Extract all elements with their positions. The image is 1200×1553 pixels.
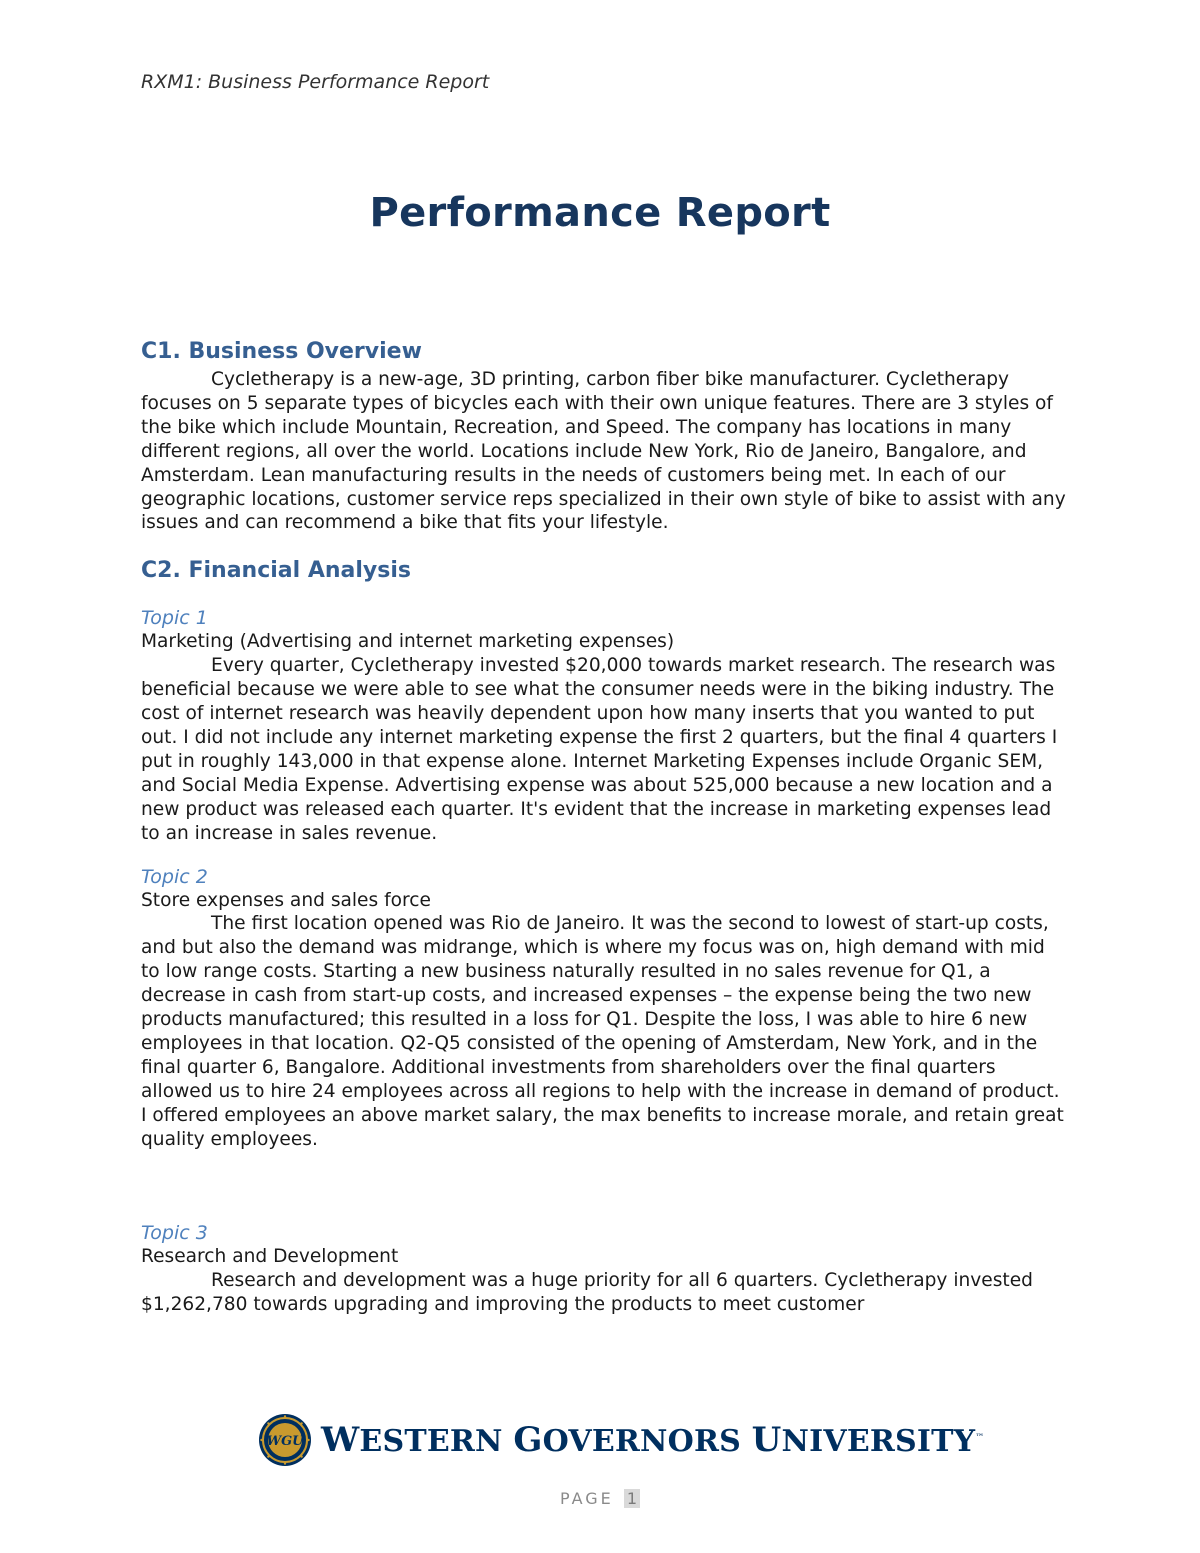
topic-1-label: Topic 1 [141,607,208,630]
topic-2-paragraph: The first location opened was Rio de Janeiro. It was the second to lowest of start-up costs, and but also the demand was midrange, which is where my focus was on, high demand with mid to low range costs. Starting a new business naturally resulted in no sales revenue for Q1, a decrease in cash from start-up costs, and increased expenses – the expense being the two new products manufactured; this resulted in a loss for Q1. Despite the loss, I was able to hire 6 new employees in that location. Q2-Q5 consisted of the opening of Amsterdam, New York, and in the final quarter 6, Bangalore. Additional investments from shareholders over the final quarters allowed us to hire 24 employees across all regions to help with the increase in demand of product. I offered employees an above market salary, the max benefits to increase morale, and retain great quality employees. [141,913,1064,1150]
wgu-wordmark-text: WESTERN GOVERNORS UNIVERSITY [321,1420,976,1460]
document-body [141,336,1066,1317]
page-label: PAGE [559,1489,614,1508]
topic-2-label: Topic 2 [141,865,208,888]
business-overview-paragraph: Cycletherapy is a new-age, 3D printing, carbon fiber bike manufacturer. Cycletherapy focuses on 5 separate types of bicycles each with their own unique features. There are 3 styles of the bike which include Mountain, Recreation, and Speed. The company has locations in many different regions, all over the world. Locations include New York, Rio de Janeiro, Bangalore, and Amsterdam. Lean manufacturing results in the needs of customers being met. In each of our geographic locations, customer service reps specialized in their own style of bike to assist with any issues and can recommend a bike that fits your lifestyle. [141,369,1066,534]
running-header: RXM1: Business Performance Report [141,71,490,93]
topic-3-label: Topic 3 [141,1222,208,1245]
topic-2-subtitle: Store expenses and sales force [141,889,431,911]
page-footer [0,1489,1200,1508]
wgu-wordmark: WESTERN GOVERNORS UNIVERSITY™ [321,1420,985,1460]
wgu-seal-icon [258,1413,312,1467]
topic-3-subtitle: Research and Development [141,1246,399,1268]
seal-letters: WGU [266,1434,304,1449]
topic-1-paragraph: Every quarter, Cycletherapy invested $20,000 towards market research. The research was beneficial because we were able to see what the consumer needs were in the biking industry. The cost of internet research was heavily dependent upon how many inserts that you wanted to put out. I did not include any internet marketing expense the first 2 quarters, but the final 4 quarters I put in roughly 143,000 in that expense alone. Internet Marketing Expenses include Organic SEM, and Social Media Expense. Advertising expense was about 525,000 because a new location and a new product was released each quarter. It's evident that the increase in marketing expenses lead to an increase in sales revenue. [141,655,1058,844]
document-title: Performance Report [369,190,831,236]
section-heading-business-overview: C1. Business Overview [141,339,422,364]
topic-1-subtitle: Marketing (Advertising and internet marketing expenses) [141,631,675,653]
page-number: 1 [624,1489,640,1508]
wgu-logo [258,1411,984,1469]
topic-3-paragraph: Research and development was a huge priority for all 6 quarters. Cycletherapy invested $1,262,780 towards upgrading and improving the products to meet customer [141,1270,1033,1316]
section-heading-financial-analysis: C2. Financial Analysis [141,558,411,584]
